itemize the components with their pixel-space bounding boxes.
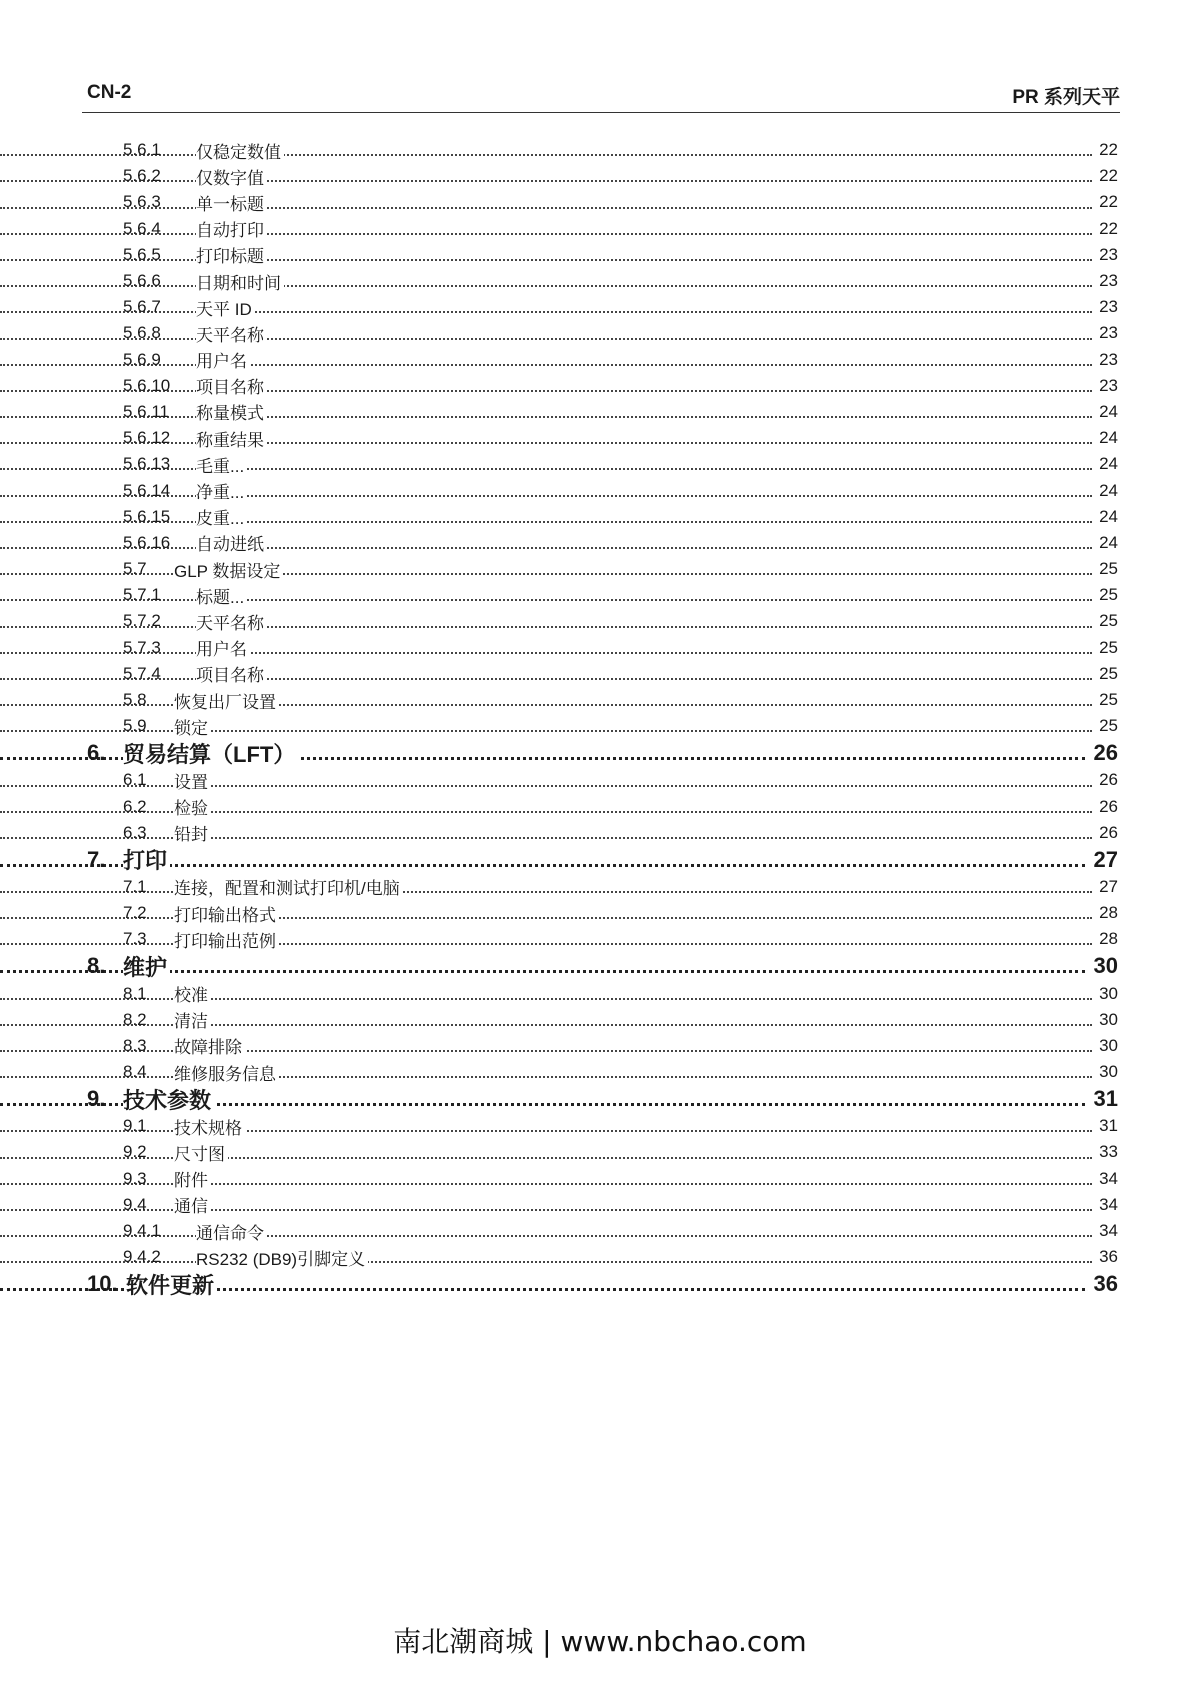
toc-entry-number: 5.6.4	[123, 218, 161, 238]
toc-entry-number: 5.6.1	[123, 140, 161, 160]
toc-entry-page: 27	[1099, 876, 1118, 896]
toc-entry-number: 5.6.12	[123, 428, 171, 448]
toc-entry[interactable]	[0, 477, 1200, 503]
toc-entry[interactable]	[0, 687, 1200, 713]
document-title: PR 系列天平	[1012, 87, 1120, 108]
toc-entry-title: 校准	[174, 981, 211, 1006]
toc-entry-title: 尺寸图	[174, 1140, 228, 1165]
toc-entry[interactable]	[0, 294, 1200, 320]
dot-leader	[0, 794, 1118, 820]
toc-entry-title: 打印输出范例	[174, 927, 279, 952]
dot-leader	[0, 1113, 1118, 1139]
toc-chapter-entry[interactable]	[0, 952, 1200, 980]
toc-entry-number: 5.6.15	[123, 506, 171, 526]
toc-entry-page: 24	[1099, 506, 1118, 526]
toc-entry-page: 31	[1093, 1086, 1118, 1112]
toc-entry-title: 打印标题	[196, 242, 267, 267]
toc-entry-number: 9.4.2	[123, 1247, 161, 1267]
toc-entry[interactable]	[0, 1244, 1200, 1270]
toc-entry-number: 9.3	[123, 1168, 147, 1188]
toc-entry-title: 称量模式	[196, 399, 267, 424]
toc-entry[interactable]	[0, 242, 1200, 268]
toc-entry-number: 5.6.7	[123, 297, 161, 317]
toc-entry-title: 天平名称	[196, 609, 267, 634]
toc-entry-page: 25	[1099, 690, 1118, 710]
toc-entry-number: 7.3	[123, 929, 147, 949]
toc-entry[interactable]	[0, 713, 1200, 739]
toc-entry-number: 5.6.6	[123, 271, 161, 291]
toc-entry-title: 通信命令	[196, 1219, 267, 1244]
dot-leader	[0, 635, 1118, 661]
toc-entry-number: 5.7.2	[123, 611, 161, 631]
page-number-label: CN-2	[87, 82, 132, 103]
toc-entry-title: 锁定	[174, 714, 211, 739]
toc-entry[interactable]	[0, 1033, 1200, 1059]
toc-entry-number: 6.3	[123, 822, 147, 842]
toc-entry-number: 7.2	[123, 903, 147, 923]
toc-entry-page: 23	[1099, 244, 1118, 264]
toc-entry-title: 自动进纸	[196, 530, 267, 555]
dot-leader	[0, 320, 1118, 346]
toc-entry-number: 9.4.1	[123, 1221, 161, 1241]
toc-entry-title: 设置	[174, 768, 211, 793]
dot-leader	[0, 556, 1118, 582]
toc-entry-page: 24	[1099, 532, 1118, 552]
toc-entry-title: 故障排除	[174, 1033, 245, 1058]
dot-leader	[0, 767, 1118, 793]
toc-entry-page: 30	[1093, 953, 1118, 979]
toc-entry-title: GLP 数据设定	[174, 557, 283, 582]
toc-entry[interactable]	[0, 504, 1200, 530]
toc-entry-number: 6.2	[123, 796, 147, 816]
dot-leader	[0, 926, 1118, 952]
toc-entry-title: 检验	[174, 794, 211, 819]
toc-entry[interactable]	[0, 320, 1200, 346]
toc-entry[interactable]	[0, 874, 1200, 900]
toc-entry[interactable]	[0, 1059, 1200, 1085]
toc-entry-page: 30	[1099, 1035, 1118, 1055]
toc-entry-title: 单一标题	[196, 190, 267, 215]
toc-entry-number: 10.	[87, 1271, 118, 1297]
toc-entry-title: 技术规格	[174, 1114, 245, 1139]
toc-entry-page: 24	[1099, 480, 1118, 500]
toc-entry-title: 软件更新	[126, 1269, 217, 1300]
toc-entry-title: 打印输出格式	[174, 901, 279, 926]
toc-entry-page: 25	[1099, 611, 1118, 631]
toc-entry-number: 7.1	[123, 876, 147, 896]
dot-leader	[0, 874, 1118, 900]
toc-entry-title: 用户名	[196, 347, 250, 372]
dot-leader	[0, 1059, 1118, 1085]
toc-entry-number: 5.7	[123, 559, 147, 579]
toc-entry-page: 27	[1093, 846, 1118, 872]
toc-entry-number: 5.7.3	[123, 637, 161, 657]
toc-entry-page: 25	[1099, 559, 1118, 579]
toc-entry-title: 铅封	[174, 820, 211, 845]
toc-entry-title: 清洁	[174, 1007, 211, 1032]
toc-chapter-entry[interactable]	[0, 739, 1200, 767]
toc-entry[interactable]	[0, 980, 1200, 1006]
toc-entry-number: 5.6.10	[123, 375, 171, 395]
toc-entry-title: 贸易结算（LFT）	[123, 738, 298, 769]
dot-leader	[0, 216, 1118, 242]
toc-entry-title: 天平 ID	[196, 295, 255, 320]
toc-entry-number: 8.4	[123, 1062, 147, 1082]
toc-entry-number: 5.6.9	[123, 349, 161, 369]
toc-entry-title: 连接，配置和测试打印机/电脑	[174, 874, 403, 899]
toc-entry-page: 23	[1099, 271, 1118, 291]
toc-entry[interactable]	[0, 767, 1200, 793]
dot-leader	[0, 820, 1118, 846]
toc-entry-page: 26	[1099, 822, 1118, 842]
toc-entry[interactable]	[0, 926, 1200, 952]
toc-entry-title: 项目名称	[196, 373, 267, 398]
toc-entry-number: 8.	[87, 953, 106, 979]
dot-leader	[0, 661, 1118, 687]
dot-leader	[0, 713, 1118, 739]
toc-entry[interactable]	[0, 216, 1200, 242]
toc-entry-number: 7.	[87, 846, 106, 872]
toc-entry-page: 28	[1099, 903, 1118, 923]
toc-entry-page: 22	[1099, 192, 1118, 212]
toc-entry-number: 5.9	[123, 716, 147, 736]
toc-entry[interactable]	[0, 635, 1200, 661]
toc-entry-page: 36	[1099, 1247, 1118, 1267]
toc-entry-number: 5.6.2	[123, 166, 161, 186]
footer-watermark: 南北潮商城 | www.nbchao.com	[393, 1625, 807, 1658]
toc-entry-title: 附件	[174, 1166, 211, 1191]
toc-entry[interactable]	[0, 582, 1200, 608]
toc-entry-page: 31	[1099, 1116, 1118, 1136]
dot-leader	[0, 1244, 1118, 1270]
table-of-contents	[0, 137, 1200, 1298]
toc-entry[interactable]	[0, 163, 1200, 189]
toc-entry-page: 24	[1099, 428, 1118, 448]
toc-entry-title: 用户名	[196, 635, 250, 660]
toc-entry-number: 5.6.11	[123, 401, 170, 421]
toc-entry-page: 22	[1099, 218, 1118, 238]
toc-entry[interactable]	[0, 451, 1200, 477]
toc-entry-number: 5.7.4	[123, 663, 161, 683]
toc-entry-page: 34	[1099, 1168, 1118, 1188]
toc-entry-page: 22	[1099, 166, 1118, 186]
dot-leader	[0, 163, 1118, 189]
toc-entry[interactable]	[0, 820, 1200, 846]
toc-entry-number: 5.8	[123, 690, 147, 710]
toc-entry-title: 皮重...	[196, 504, 247, 529]
toc-entry-title: RS232 (DB9)引脚定义	[196, 1245, 368, 1270]
toc-entry-title: 维修服务信息	[174, 1060, 279, 1085]
toc-entry-number: 8.3	[123, 1035, 147, 1055]
dot-leader	[0, 137, 1118, 163]
toc-entry-title: 技术参数	[123, 1084, 214, 1115]
toc-entry[interactable]	[0, 530, 1200, 556]
toc-entry-page: 23	[1099, 323, 1118, 343]
dot-leader	[0, 1139, 1118, 1165]
toc-chapter-entry[interactable]	[0, 846, 1200, 874]
toc-entry-page: 36	[1093, 1271, 1118, 1297]
toc-entry-number: 5.6.13	[123, 454, 171, 474]
toc-entry[interactable]	[0, 189, 1200, 215]
toc-entry-number: 5.7.1	[123, 585, 161, 605]
toc-entry[interactable]	[0, 373, 1200, 399]
toc-entry-number: 9.1	[123, 1116, 147, 1136]
toc-entry[interactable]	[0, 1139, 1200, 1165]
toc-entry-title: 打印	[123, 844, 170, 875]
dot-leader	[0, 900, 1118, 926]
dot-leader	[0, 294, 1118, 320]
toc-entry-page: 30	[1099, 983, 1118, 1003]
toc-entry-page: 26	[1093, 740, 1118, 766]
toc-entry-title: 自动打印	[196, 216, 267, 241]
toc-entry-title: 毛重...	[196, 452, 247, 477]
toc-entry[interactable]	[0, 1192, 1200, 1218]
toc-entry-title: 项目名称	[196, 661, 267, 686]
toc-entry-number: 6.	[87, 740, 106, 766]
page-header	[87, 80, 1120, 112]
toc-entry-page: 25	[1099, 663, 1118, 683]
toc-entry[interactable]	[0, 137, 1200, 163]
toc-entry-number: 5.6.5	[123, 244, 161, 264]
toc-entry-title: 仅稳定数值	[196, 138, 284, 163]
header-divider	[82, 112, 1120, 113]
toc-entry[interactable]	[0, 794, 1200, 820]
toc-entry[interactable]	[0, 661, 1200, 687]
toc-entry-number: 5.6.8	[123, 323, 161, 343]
dot-leader	[0, 268, 1118, 294]
toc-entry-page: 34	[1099, 1221, 1118, 1241]
toc-entry-page: 30	[1099, 1062, 1118, 1082]
toc-entry-page: 34	[1099, 1194, 1118, 1214]
toc-entry-title: 标题...	[196, 583, 247, 608]
toc-entry-page: 22	[1099, 140, 1118, 160]
toc-entry-number: 8.2	[123, 1009, 147, 1029]
toc-entry-page: 25	[1099, 716, 1118, 736]
toc-entry-title: 维护	[123, 951, 170, 982]
dot-leader	[0, 242, 1118, 268]
toc-entry[interactable]	[0, 1218, 1200, 1244]
toc-entry[interactable]	[0, 900, 1200, 926]
toc-entry-title: 日期和时间	[196, 269, 284, 294]
toc-entry-page: 24	[1099, 454, 1118, 474]
toc-entry-number: 8.1	[123, 983, 147, 1003]
dot-leader	[0, 582, 1118, 608]
toc-entry[interactable]	[0, 608, 1200, 634]
dot-leader	[0, 687, 1118, 713]
toc-entry-number: 5.6.16	[123, 532, 171, 552]
toc-entry-title: 净重...	[196, 478, 247, 503]
dot-leader	[0, 980, 1118, 1006]
dot-leader	[0, 1166, 1118, 1192]
toc-entry[interactable]	[0, 425, 1200, 451]
toc-entry-page: 25	[1099, 585, 1118, 605]
toc-entry-title: 恢复出厂设置	[174, 688, 279, 713]
toc-entry-title: 仅数字值	[196, 164, 267, 189]
dot-leader	[0, 1033, 1118, 1059]
dot-leader	[0, 1218, 1118, 1244]
toc-entry-page: 26	[1099, 796, 1118, 816]
toc-entry-number: 5.6.3	[123, 192, 161, 212]
toc-entry-page: 23	[1099, 297, 1118, 317]
toc-entry-page: 30	[1099, 1009, 1118, 1029]
toc-entry-title: 称重结果	[196, 426, 267, 451]
dot-leader	[0, 1007, 1118, 1033]
toc-entry-page: 25	[1099, 637, 1118, 657]
toc-entry[interactable]	[0, 268, 1200, 294]
toc-entry-number: 9.2	[123, 1142, 147, 1162]
toc-chapter-entry[interactable]	[0, 1085, 1200, 1113]
toc-entry[interactable]	[0, 1166, 1200, 1192]
toc-entry-page: 24	[1099, 401, 1118, 421]
toc-entry-page: 23	[1099, 349, 1118, 369]
toc-entry-number: 6.1	[123, 770, 147, 790]
toc-chapter-entry[interactable]	[0, 1270, 1200, 1298]
toc-entry-title: 通信	[174, 1192, 211, 1217]
dot-leader	[0, 608, 1118, 634]
toc-entry-title: 天平名称	[196, 321, 267, 346]
toc-entry[interactable]	[0, 399, 1200, 425]
toc-entry-number: 9.4	[123, 1194, 147, 1214]
toc-entry[interactable]	[0, 556, 1200, 582]
dot-leader	[0, 347, 1118, 373]
toc-entry[interactable]	[0, 1007, 1200, 1033]
toc-entry[interactable]	[0, 347, 1200, 373]
toc-entry-page: 23	[1099, 375, 1118, 395]
toc-entry-page: 28	[1099, 929, 1118, 949]
toc-entry[interactable]	[0, 1113, 1200, 1139]
toc-entry-number: 9.	[87, 1086, 106, 1112]
toc-entry-page: 33	[1099, 1142, 1118, 1162]
dot-leader	[0, 189, 1118, 215]
toc-entry-page: 26	[1099, 770, 1118, 790]
dot-leader	[0, 1192, 1118, 1218]
toc-entry-number: 5.6.14	[123, 480, 171, 500]
